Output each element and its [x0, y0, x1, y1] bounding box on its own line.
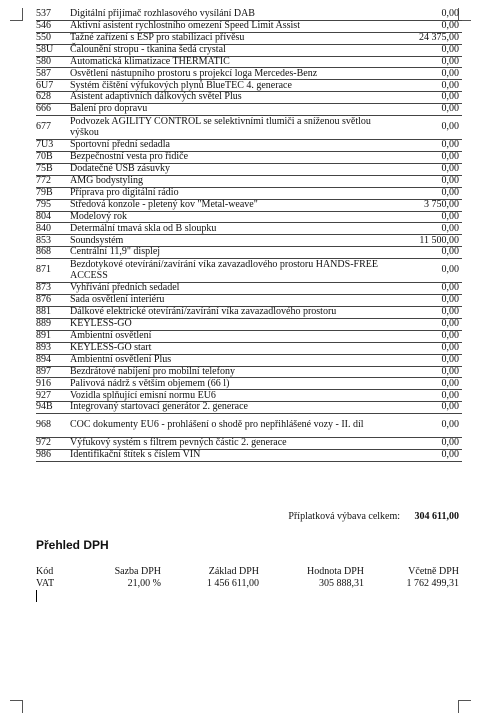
vat-header-cell: Kód — [36, 566, 54, 577]
item-code: 70B — [36, 152, 70, 164]
table-row — [36, 318, 462, 330]
item-code: 927 — [36, 390, 70, 402]
item-price: 0,00 — [400, 307, 462, 319]
item-price: 0,00 — [400, 354, 462, 366]
item-description: Vyhřívání předních sedadel — [70, 283, 400, 295]
item-code: 897 — [36, 366, 70, 378]
item-description: Identifikační štítek s číslem VIN — [70, 450, 400, 462]
table-row — [36, 211, 462, 223]
table-row — [36, 330, 462, 342]
item-code: 986 — [36, 450, 70, 462]
table-row — [36, 140, 462, 152]
item-code: 677 — [36, 116, 70, 140]
vat-header-cell: Sazba DPH — [114, 566, 161, 577]
table-row — [36, 92, 462, 104]
item-code: 853 — [36, 235, 70, 247]
item-price: 0,00 — [400, 80, 462, 92]
equipment-total — [36, 511, 462, 522]
item-price: 0,00 — [400, 342, 462, 354]
table-row — [36, 199, 462, 211]
table-row — [36, 342, 462, 354]
vat-header-cell: Základ DPH — [208, 566, 259, 577]
item-code: 580 — [36, 56, 70, 68]
total-label: Příplatková výbava celkem: — [288, 511, 401, 522]
table-row — [36, 80, 462, 92]
item-code: 546 — [36, 20, 70, 32]
table-row — [36, 235, 462, 247]
item-description: Osvětlení nástupního prostoru s projekcí loga Mercedes-Benz — [70, 68, 400, 80]
item-price: 0,00 — [400, 20, 462, 32]
item-description: Dálkové elektrické otevírání/zavírání víka zavazadlového prostoru — [70, 307, 400, 319]
item-description: Dodatečné USB zásuvky — [70, 163, 400, 175]
item-code: 772 — [36, 175, 70, 187]
item-price: 0,00 — [400, 318, 462, 330]
item-price: 0,00 — [400, 116, 462, 140]
item-price: 0,00 — [400, 92, 462, 104]
item-code: 628 — [36, 92, 70, 104]
item-price: 0,00 — [400, 330, 462, 342]
item-code: 666 — [36, 104, 70, 116]
item-code: 868 — [36, 247, 70, 259]
item-price: 0,00 — [400, 295, 462, 307]
table-row — [36, 152, 462, 164]
item-description: Bezdotykové otevírání/zavírání víka zavazadlového prostoru HANDS-FREE ACCESS — [70, 259, 400, 283]
table-row — [36, 104, 462, 116]
vat-cell: 1 762 499,31 — [406, 578, 459, 589]
table-row — [36, 223, 462, 235]
page-corner-mark — [10, 8, 23, 21]
item-price: 24 375,00 — [400, 32, 462, 44]
table-row — [36, 187, 462, 199]
item-price: 0,00 — [400, 366, 462, 378]
item-description: Podvozek AGILITY CONTROL se selektivními tlumiči a sníženou světlou výškou — [70, 116, 400, 140]
table-row — [36, 247, 462, 259]
item-code: 75B — [36, 163, 70, 175]
item-description: KEYLESS-GO — [70, 318, 400, 330]
page-corner-mark — [458, 700, 471, 713]
table-row — [36, 9, 462, 20]
item-price: 0,00 — [400, 414, 462, 438]
item-description: AMG bodystyling — [70, 175, 400, 187]
item-description: Bezpečnostní vesta pro řidiče — [70, 152, 400, 164]
item-price: 11 500,00 — [400, 235, 462, 247]
item-price: 0,00 — [400, 450, 462, 462]
vat-header-cell: Hodnota DPH — [307, 566, 364, 577]
item-description: Aktivní asistent rychlostního omezení Speed Limit Assist — [70, 20, 400, 32]
text-cursor[interactable] — [36, 590, 37, 602]
item-description: Sportovní přední sedadla — [70, 140, 400, 152]
item-price: 0,00 — [400, 438, 462, 450]
item-code: 891 — [36, 330, 70, 342]
item-price: 0,00 — [400, 402, 462, 414]
table-row — [36, 175, 462, 187]
item-description: Balení pro dopravu — [70, 104, 400, 116]
table-row — [36, 283, 462, 295]
item-description: Automatická klimatizace THERMATIC — [70, 56, 400, 68]
vat-heading: Přehled DPH — [36, 538, 109, 552]
item-price: 0,00 — [400, 9, 462, 20]
item-price: 0,00 — [400, 140, 462, 152]
table-row — [36, 20, 462, 32]
table-row — [36, 354, 462, 366]
item-price: 0,00 — [400, 390, 462, 402]
table-row — [36, 438, 462, 450]
item-price: 0,00 — [400, 152, 462, 164]
item-code: 58U — [36, 44, 70, 56]
item-code: 876 — [36, 295, 70, 307]
item-code: 94B — [36, 402, 70, 414]
item-code: 889 — [36, 318, 70, 330]
item-description: Modelový rok — [70, 211, 400, 223]
table-row — [36, 378, 462, 390]
item-price: 0,00 — [400, 44, 462, 56]
vat-cell: 1 456 611,00 — [206, 578, 259, 589]
table-row — [36, 56, 462, 68]
item-price: 0,00 — [400, 378, 462, 390]
equipment-table — [36, 9, 462, 462]
item-code: 804 — [36, 211, 70, 223]
table-row — [36, 68, 462, 80]
item-description: Tažné zařízení s ESP pro stabilizaci přívěsu — [70, 32, 400, 44]
item-code: 6U7 — [36, 80, 70, 92]
item-price: 0,00 — [400, 175, 462, 187]
page-corner-mark — [10, 700, 23, 713]
table-row — [36, 32, 462, 44]
item-code: 550 — [36, 32, 70, 44]
table-row — [36, 295, 462, 307]
table-row — [36, 307, 462, 319]
item-description: Ambientní osvětlení Plus — [70, 354, 400, 366]
table-row — [36, 259, 462, 283]
table-row — [36, 390, 462, 402]
item-price: 0,00 — [400, 211, 462, 223]
item-price: 0,00 — [400, 187, 462, 199]
item-price: 0,00 — [400, 259, 462, 283]
item-description: Vozidla splňující emisní normu EU6 — [70, 390, 400, 402]
item-description: Sada osvětlení interiéru — [70, 295, 400, 307]
table-row — [36, 414, 462, 438]
vat-data-row — [36, 578, 462, 590]
item-description: Výfukový systém s filtrem pevných částic 2. generace — [70, 438, 400, 450]
item-description: Palivová nádrž s větším objemem (66 l) — [70, 378, 400, 390]
item-code: 972 — [36, 438, 70, 450]
vat-header-cell: Včetně DPH — [408, 566, 459, 577]
item-description: Ambientní osvětlení — [70, 330, 400, 342]
item-code: 968 — [36, 414, 70, 438]
item-price: 0,00 — [400, 104, 462, 116]
item-price: 0,00 — [400, 247, 462, 259]
item-code: 894 — [36, 354, 70, 366]
item-price: 3 750,00 — [400, 199, 462, 211]
item-code: 881 — [36, 307, 70, 319]
item-code: 916 — [36, 378, 70, 390]
item-code: 587 — [36, 68, 70, 80]
item-code: 795 — [36, 199, 70, 211]
item-description: Integrovaný startovací generátor 2. generace — [70, 402, 400, 414]
item-description: Centrální 11,9" displej — [70, 247, 400, 259]
item-code: 79B — [36, 187, 70, 199]
item-description: Asistent adaptivních dálkových světel Plus — [70, 92, 400, 104]
item-description: Příprava pro digitální rádio — [70, 187, 400, 199]
item-description: Soundsystém — [70, 235, 400, 247]
item-description: COC dokumenty EU6 - prohlášení o shodě pro nepřihlášené vozy - II. díl — [70, 414, 400, 438]
item-price: 0,00 — [400, 163, 462, 175]
item-code: 7U3 — [36, 140, 70, 152]
table-row — [36, 450, 462, 462]
table-row — [36, 44, 462, 56]
table-row — [36, 366, 462, 378]
item-description: Středová konzole - pletený kov "Metal-weave" — [70, 199, 400, 211]
item-description: KEYLESS-GO start — [70, 342, 400, 354]
item-code: 893 — [36, 342, 70, 354]
item-price: 0,00 — [400, 283, 462, 295]
item-price: 0,00 — [400, 56, 462, 68]
item-description: Digitální přijímač rozhlasového vysílání DAB — [70, 9, 400, 20]
item-code: 873 — [36, 283, 70, 295]
vat-cell: 305 888,31 — [319, 578, 364, 589]
vat-cell: VAT — [36, 578, 55, 589]
item-description: Systém čištění výfukových plynů BlueTEC 4. generace — [70, 80, 400, 92]
vat-cell: 21,00 % — [127, 578, 161, 589]
table-row — [36, 116, 462, 140]
item-description: Determální tmavá skla od B sloupku — [70, 223, 400, 235]
vat-table — [36, 566, 462, 590]
item-price: 0,00 — [400, 223, 462, 235]
table-row — [36, 163, 462, 175]
total-value: 304 611,00 — [414, 511, 459, 522]
item-code: 840 — [36, 223, 70, 235]
item-price: 0,00 — [400, 68, 462, 80]
table-row — [36, 402, 462, 414]
item-description: Bezdrátové nabíjení pro mobilní telefony — [70, 366, 400, 378]
vat-header-row — [36, 566, 462, 578]
item-description: Čalounění stropu - tkanina šedá crystal — [70, 44, 400, 56]
item-code: 537 — [36, 9, 70, 20]
item-code: 871 — [36, 259, 70, 283]
